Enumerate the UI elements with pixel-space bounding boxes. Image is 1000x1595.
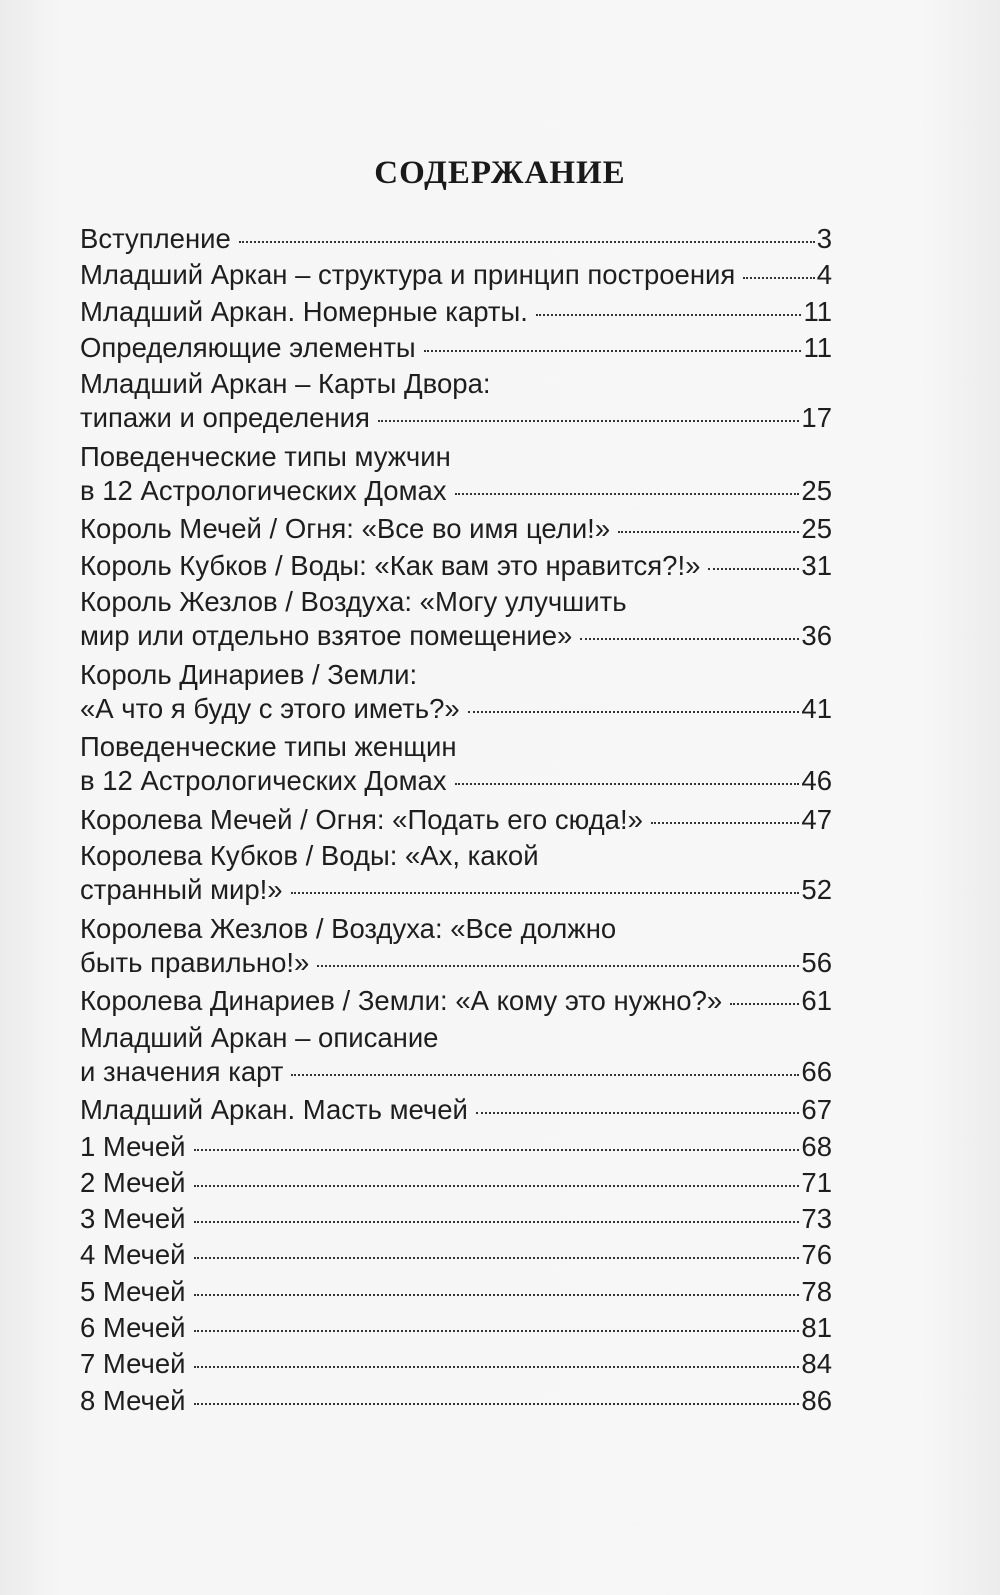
dot-leader: [743, 277, 814, 279]
toc-entry-line: [80, 839, 832, 873]
toc-entry-line: [80, 367, 832, 401]
toc-entry: [80, 1275, 832, 1309]
page-title: СОДЕРЖАНИЕ: [374, 155, 626, 191]
toc-entry-line: [80, 912, 832, 946]
toc-entry-text: «А что я буду с этого иметь?»: [80, 692, 460, 724]
toc-entry: [80, 331, 832, 365]
toc-page-number: 36: [801, 620, 832, 651]
toc-entry-text: Поведенческие типы мужчин: [80, 440, 451, 472]
toc-entry: [80, 1311, 832, 1345]
dot-leader: [291, 892, 800, 894]
dot-leader: [455, 783, 800, 785]
dot-leader: [618, 531, 799, 533]
toc-entry-text: 8 Мечей: [80, 1384, 186, 1416]
toc-page-number: 86: [801, 1384, 832, 1416]
toc-page-number: 11: [803, 331, 832, 363]
toc-entry-text: 1 Мечей: [80, 1130, 186, 1162]
toc-page-number: 67: [801, 1094, 832, 1126]
dot-leader: [536, 314, 802, 316]
toc-entry-text: Младший Аркан – структура и принцип построения: [80, 259, 736, 291]
toc-entry-line: [80, 512, 832, 546]
toc-page-number: 4: [816, 259, 832, 291]
toc-entry-line: [80, 1166, 832, 1200]
toc-entry-line: [80, 401, 832, 435]
toc-entry-text: Младший Аркан – Карты Двора:: [80, 368, 491, 400]
toc-entry-line: [80, 1311, 832, 1345]
dot-leader: [291, 1074, 799, 1076]
toc-entry-text: Королева Мечей / Огня: «Подать его сюда!»: [80, 803, 643, 835]
toc-entry-line: [80, 1055, 832, 1089]
toc-entry-line: [80, 1130, 832, 1164]
toc-entry: [80, 585, 832, 653]
toc-entry: [80, 549, 832, 583]
toc-entry-line: [80, 474, 832, 508]
dot-leader: [455, 493, 800, 495]
toc-entry-line: [80, 658, 832, 692]
toc-entry-text: быть правильно!»: [80, 946, 310, 978]
dot-leader: [194, 1257, 800, 1259]
dot-leader: [424, 350, 802, 352]
dot-leader: [651, 822, 800, 824]
toc-entry-line: [80, 764, 832, 798]
toc-entry-line: [80, 873, 832, 907]
toc-entry-text: 5 Мечей: [80, 1275, 186, 1307]
toc-entry-text: Король Мечей / Огня: «Все во имя цели!»: [80, 513, 611, 545]
toc-entry-text: мир или отдельно взятое помещение»: [80, 620, 573, 651]
toc-page-number: 11: [803, 295, 832, 327]
toc-page-number: 61: [801, 985, 832, 1017]
dot-leader: [580, 638, 799, 640]
toc-entry: [80, 912, 832, 980]
toc-entry-text: Король Жезлов / Воздуха: «Могу улучшить: [80, 586, 627, 617]
toc-page-number: 78: [801, 1275, 832, 1307]
toc-entry: [80, 1347, 832, 1381]
toc-entry-text: Младший Аркан – описание: [80, 1021, 439, 1053]
toc-entry-line: [80, 1021, 832, 1055]
dot-leader: [194, 1366, 800, 1368]
toc-entry: [80, 839, 832, 907]
toc-entry-text: в 12 Астрологических Домах: [80, 474, 447, 506]
toc-page-number: 68: [801, 1130, 832, 1162]
toc-entry-text: типажи и определения: [80, 402, 370, 434]
toc-entry-line: [80, 1093, 832, 1127]
dot-leader: [317, 965, 799, 967]
toc-entry-line: [80, 549, 832, 583]
dot-leader: [194, 1149, 800, 1151]
toc-entry-text: в 12 Астрологических Домах: [80, 765, 447, 797]
toc-entry: [80, 1093, 832, 1127]
dot-leader: [239, 241, 815, 243]
dot-leader: [194, 1185, 800, 1187]
toc-page-number: 31: [801, 549, 832, 581]
toc-entry-text: Король Динариев / Земли:: [80, 658, 418, 690]
toc-entry: [80, 440, 832, 508]
toc-entry-text: 4 Мечей: [80, 1239, 186, 1271]
toc-page-number: 25: [801, 513, 832, 545]
toc-entry: [80, 1238, 832, 1272]
dot-leader: [194, 1221, 800, 1223]
dot-leader: [476, 1112, 800, 1114]
toc-entry: [80, 658, 832, 726]
toc-entry-text: Младший Аркан. Масть мечей: [80, 1094, 468, 1126]
toc-page-number: 81: [801, 1312, 832, 1343]
toc-entry: [80, 1021, 832, 1089]
toc-entry-line: [80, 295, 832, 329]
dot-leader: [708, 568, 799, 570]
toc-entry: [80, 222, 832, 256]
toc-entry-line: [80, 730, 832, 764]
toc-entry-text: Королева Жезлов / Воздуха: «Все должно: [80, 912, 617, 944]
toc-page-number: 84: [801, 1348, 832, 1380]
toc-entry-text: Король Кубков / Воды: «Как вам это нравится?!»: [80, 549, 701, 581]
toc-page-number: 76: [801, 1239, 832, 1271]
toc-entry-line: [80, 585, 832, 619]
toc-page-number: 52: [801, 874, 832, 906]
toc-entry: [80, 295, 832, 329]
toc-entry-text: Королева Кубков / Воды: «Ах, какой: [80, 840, 539, 872]
toc-entry-line: [80, 1275, 832, 1309]
dot-leader: [378, 420, 799, 422]
dot-leader: [730, 1003, 799, 1005]
toc-entry-text: 3 Мечей: [80, 1203, 186, 1235]
toc-entry-text: Младший Аркан. Номерные карты.: [80, 295, 528, 327]
toc-entry-line: [80, 331, 832, 365]
toc-page-number: 3: [816, 223, 832, 254]
toc-page-number: 47: [801, 803, 832, 835]
toc-entry-line: [80, 440, 832, 474]
toc-entry-text: Поведенческие типы женщин: [80, 731, 457, 763]
dot-leader: [194, 1330, 800, 1332]
toc-entry: [80, 1384, 832, 1418]
toc-page-number: 73: [801, 1203, 832, 1235]
toc-entry: [80, 984, 832, 1018]
dot-leader: [468, 711, 800, 713]
toc-entry-text: странный мир!»: [80, 874, 283, 906]
dot-leader: [194, 1294, 800, 1296]
toc-entry-line: [80, 946, 832, 980]
toc-entry: [80, 512, 832, 546]
toc-page-number: 17: [801, 402, 832, 434]
dot-leader: [194, 1403, 800, 1405]
toc-entry-line: [80, 692, 832, 726]
toc-entry-line: [80, 619, 832, 653]
toc-entry: [80, 258, 832, 292]
toc-entry-text: 2 Мечей: [80, 1166, 186, 1198]
toc-entry: [80, 730, 832, 798]
toc-entry: [80, 1202, 832, 1236]
toc-page-number: 41: [801, 692, 832, 724]
toc-page-number: 71: [801, 1166, 832, 1198]
toc-page-number: 25: [801, 474, 832, 506]
toc-page-number: 46: [801, 765, 832, 797]
toc-entry-line: [80, 803, 832, 837]
toc-entry-line: [80, 1384, 832, 1418]
toc-entry-text: Определяющие элементы: [80, 331, 416, 363]
toc-entry-line: [80, 1238, 832, 1272]
toc-entry: [80, 1130, 832, 1164]
toc-entry: [80, 803, 832, 837]
toc-entry-text: 6 Мечей: [80, 1312, 186, 1343]
toc-entry-line: [80, 222, 832, 256]
toc-entry-line: [80, 1202, 832, 1236]
toc-entry-line: [80, 984, 832, 1018]
toc-page-number: 56: [801, 946, 832, 978]
toc-entry-text: Королева Динариев / Земли: «А кому это нужно?»: [80, 985, 723, 1017]
toc-entry-line: [80, 258, 832, 292]
toc-entry: [80, 367, 832, 435]
toc-entry-text: и значения карт: [80, 1055, 284, 1087]
toc-entry: [80, 1166, 832, 1200]
toc-entry-text: Вступление: [80, 223, 231, 254]
toc-entry-text: 7 Мечей: [80, 1348, 186, 1380]
toc-page-number: 66: [801, 1055, 832, 1087]
toc-entry-line: [80, 1347, 832, 1381]
